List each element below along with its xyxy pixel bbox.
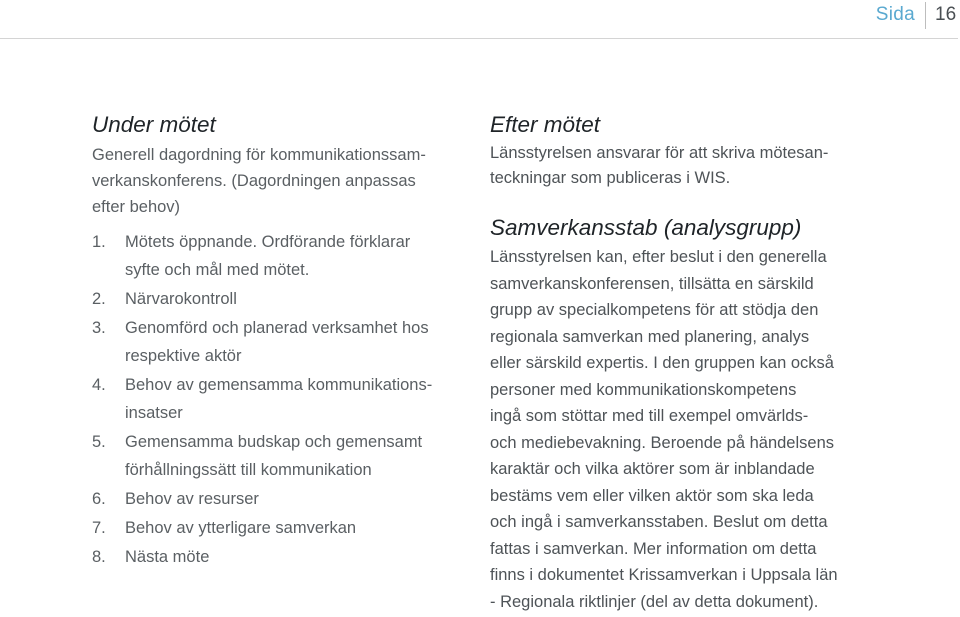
section-heading-under-motet: Under mötet: [92, 112, 216, 137]
agenda-item-number: 2.: [92, 290, 106, 308]
page-label: Sida: [875, 4, 915, 25]
section-heading-samverkansstab: Samverkansstab (analysgrupp): [490, 215, 802, 240]
agenda-item: [92, 514, 477, 542]
agenda-item: [92, 371, 477, 427]
efter-motet-paragraph: Länsstyrelsen ansvarar för att skriva mötesan- teckningar som publiceras i WIS.: [490, 144, 829, 187]
agenda-item-text: Behov av gemensamma kommunikations- insatser: [125, 376, 433, 422]
agenda-item-text: Behov av ytterligare samverkan: [125, 519, 357, 537]
agenda-item-text: Gemensamma budskap och gemensamt förhållningssätt till kommunikation: [125, 433, 423, 479]
agenda-item-number: 5.: [92, 433, 106, 451]
agenda-item-text: Mötets öppnande. Ordförande förklarar syfte och mål med mötet.: [125, 233, 411, 279]
agenda-intro: Generell dagordning för kommunikationssam- verkanskonferens. (Dagordningen anpassas efter behov): [92, 146, 426, 216]
agenda-item-text: Nästa möte: [125, 548, 210, 566]
agenda-item: [92, 485, 477, 513]
agenda-item-number: 4.: [92, 376, 106, 394]
agenda-item-number: 6.: [92, 490, 106, 508]
samverkansstab-paragraph: Länsstyrelsen kan, efter beslut i den generella samverkanskonferensen, tillsätta en särskild grupp av specialkompetens för att stödja den regionala samverkan med planering, analys eller särskild expertis. I den gruppen kan också personer med kommunikationskompetens ingå som stöttar med till exempel omvärlds- och mediebevakning. Beroende på händelsens karaktär och vilka aktörer som är inblandade bestäms vem eller vilken aktör som ska leda och ingå i samverkansstaben. Beslut om detta fattas i samverkan. Mer information om detta finns i dokumentet Krissamverkan i Uppsala län - Regionala riktlinjer (del av detta dokument).: [490, 248, 838, 611]
agenda-item-text: Genomförd och planerad verksamhet hos respektive aktör: [125, 319, 429, 365]
agenda-item-number: 3.: [92, 319, 106, 337]
agenda-item-number: 7.: [92, 519, 106, 537]
agenda-item: [92, 314, 477, 370]
page-number-divider: [925, 2, 926, 29]
agenda-item-text: Behov av resurser: [125, 490, 259, 508]
agenda-item-text: Närvarokontroll: [125, 290, 237, 308]
page-number: 16: [935, 4, 957, 25]
page-header: [0, 0, 960, 40]
agenda-item: [92, 228, 477, 284]
agenda-item-number: 8.: [92, 548, 106, 566]
section-heading-efter-motet: Efter mötet: [490, 112, 601, 137]
left-column: [92, 111, 477, 572]
right-column: [490, 111, 880, 615]
agenda-list: [92, 228, 477, 571]
header-rule: [0, 38, 958, 39]
agenda-item-number: 1.: [92, 233, 106, 251]
agenda-item: [92, 285, 477, 313]
agenda-item: [92, 428, 477, 484]
agenda-item: [92, 543, 477, 571]
